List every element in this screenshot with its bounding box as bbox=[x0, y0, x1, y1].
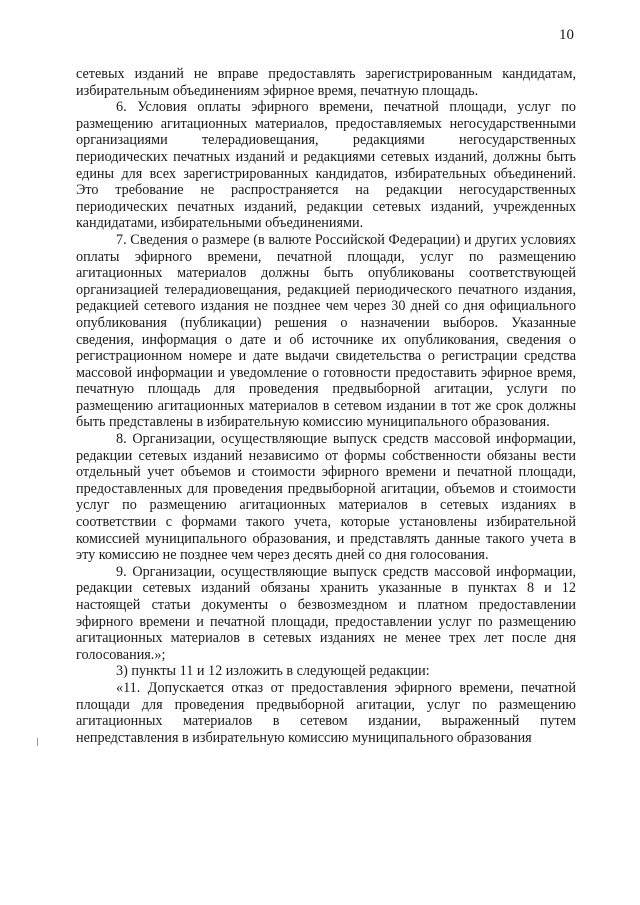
paragraph-amendment-3: 3) пункты 11 и 12 изложить в следующей редакции: bbox=[116, 663, 430, 680]
paragraph-item-7: 7. Сведения о размере (в валюте Российской Федерации) и других условиях оплаты эфирного времени, печатной площади, услуг по размещению агитационных материалов должны быть опубликованы соответствующей организацией телерадиовещания, редакцией периодического печатного издания, редакцией сетевого издания не позднее чем через 30 дней со дня официального опубликования (публикации) решения о назначении выборов. Указанные сведения, информация о дате и об источнике их опубликования, сведения о регистрационном номере и дате выдачи свидетельства о регистрации средства массовой информации и уведомление о готовности предоставить эфирное время, печатную площадь для проведения предвыборной агитации, услуги по размещению агитационных материалов в сетевом издании в тот же срок должны быть представлены в избирательную комиссию муниципального образования. bbox=[76, 231, 576, 431]
page-number: 10 bbox=[559, 27, 574, 43]
paragraph-continuation: сетевых изданий не вправе предоставлять зарегистрированным кандидатам, избирательным объединениям эфирное время, печатную площадь. bbox=[76, 66, 576, 99]
margin-mark bbox=[37, 738, 38, 746]
paragraph-item-11: «11. Допускается отказ от предоставления эфирного времени, печатной площади для проведения предвыборной агитации, услуг по размещению агитационных материалов в сетевом издании, выраженный путем непредставления в избирательную комиссию муниципального образования bbox=[76, 679, 576, 746]
paragraph-item-8: 8. Организации, осуществляющие выпуск средств массовой информации, редакции сетевых изданий независимо от формы собственности обязаны вести отдельный учет объемов и стоимости эфирного времени и печатной площади, предоставленных для проведения предвыборной агитации, объемов и стоимости услуг по размещению агитационных материалов в сетевых изданиях в соответствии с формами такого учета, которые установлены избирательной комиссией муниципального образования, и представлять данные такого учета в эту комиссию не позднее чем через десять дней со дня голосования. bbox=[76, 431, 576, 564]
document-body bbox=[76, 66, 576, 746]
paragraph-item-9: 9. Организации, осуществляющие выпуск средств массовой информации, редакции сетевых изданий обязаны хранить указанные в пунктах 8 и 12 настоящей статьи документы о безвозмездном и платном предоставлении эфирного времени и печатной площади, предоставлении услуг по размещению агитационных материалов в сетевых изданиях не менее трех лет после дня голосования.»; bbox=[76, 563, 576, 663]
paragraph-item-6: 6. Условия оплаты эфирного времени, печатной площади, услуг по размещению агитационных материалов, предоставляемых негосударственными организациями телерадиовещания, редакциями негосударственных периодических печатных изданий и редакциями сетевых изданий, должны быть едины для всех зарегистрированных кандидатов, избирательных объединений. Это требование не распространяется на редакции негосударственных периодических печатных изданий, редакции сетевых изданий, учрежденных кандидатами, избирательными объединениями. bbox=[76, 99, 576, 232]
